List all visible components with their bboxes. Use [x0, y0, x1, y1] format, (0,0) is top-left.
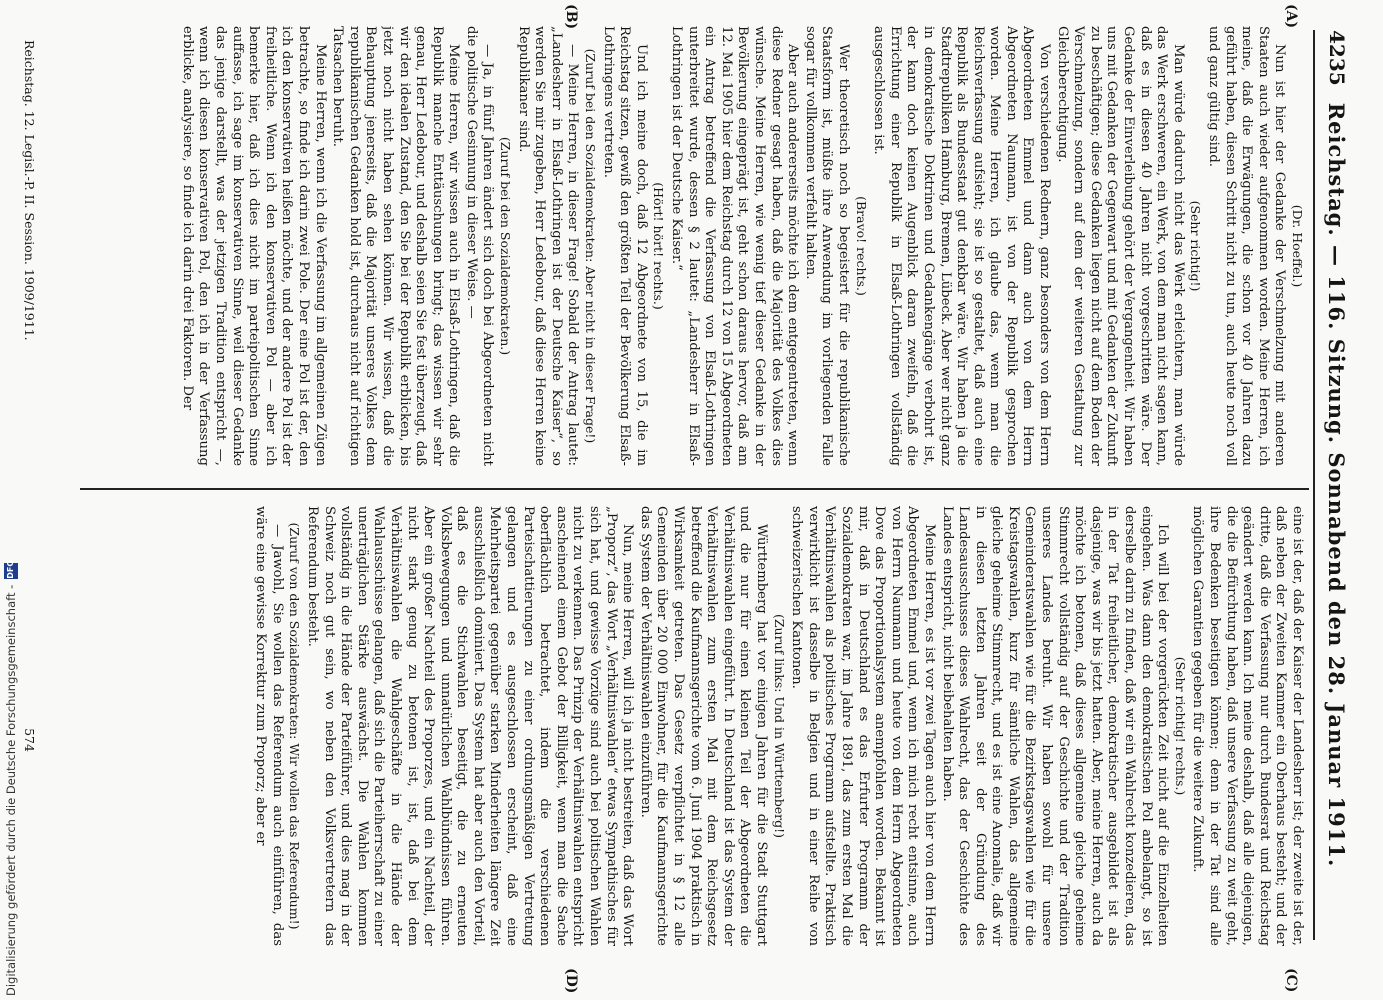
paragraph: Von verschiedenen Rednern, ganz besonders von dem Herrn Abgeordneten Emmel und dann auch von dem Herrn Abgeordneten Naumann, ist von der Republik gesprochen worden. Meine Herren, ich glaube das, wenn man die Reichsverfassung aufsieht; sie ist so gestaltet, daß auch eine Republik als Bundesstaat gut denkbar wäre. Wir haben ja die Stadtrepubliken Hamburg, Bremen, Lübeck. Aber wer nicht ganz in demokratische Doktrinen und Gedankengänge verbohrt ist, der kann doch keinen Augenblick daran zweifeln, daß die Errichtung einer Republik in Elsaß-Lothringen vollständig ausgeschlossen ist. — [871, 26, 1053, 466]
page-title: Reichstag. — 116. Sitzung. Sonnabend den 28. Januar 1911. — [1324, 102, 1349, 868]
paragraph: Meine Herren, wir wissen auch in Elsaß-Lothringen, daß die Republik manche Enttäuschungen bringt; das wissen wir sehr genau, Herr Ledebour, und deshalb seien Sie fest überzeugt, daß wir den idealen Zustand, den Sie bei der Republik erblicken, bis jetzt noch nicht haben sehen können. Wir wissen, daß die Behauptung jenerseits, daß die Majorität unseres Volkes dem republikanischen Gedanken hold ist, durchaus nicht auf richtigen Tatsachen beruht. — [330, 26, 462, 466]
right-text-column — [60, 506, 1305, 946]
interjection-line: (Sehr richtig! rechts.) — [1172, 656, 1188, 796]
interjection-line: (Zuruf links: Und in Württemberg!) — [771, 614, 787, 838]
paragraph: Württemberg hat vor einigen Jahren für die Stadt Stuttgart und die nur für einen kleinen Teil der Abgeordneten die Verhältniswahlen eingeführt. In Deutschland ist das System der Verhältniswahlen zum ersten Mal mit dem Reichsgesetz betreffend die Kaufmannsgerichte vom 6. Juni 1904 praktisch in Wirksamkeit getreten. Das Gesetz verpflichtet in § 12 alle Gemeinden über 20 000 Einwohner, für die Kaufmannsgerichte das System der Verhältniswahlen einzuführen. — [637, 506, 769, 946]
column-divider — [80, 488, 1309, 490]
interjection-line: (Zuruf bei den Sozialdemokraten.) — [498, 136, 514, 356]
paragraph: Und ich meine doch, daß 12 Abgeordnete von 15, die im Reichstag sitzen, gewiß den größten Teil der Bevölkerung Elsaß-Lothringens vertreten. — [600, 26, 649, 466]
paragraph: — Meine Herren, in dieser Frage! Sobald der Antrag lautet: „Landesherr in Elsaß-Lothringen ist der Deutsche Kaiser“, so werden Sie mir zugeben, Herr Ledebour, daß diese Herren keine Republikaner sind. — [515, 26, 581, 466]
interjection-line: (Zuruf von den Sozialdemokraten: Wir wollen das Referendum!) — [287, 522, 303, 930]
paragraph: Ich will bei der vorgerückten Zeit nicht auf die Einzelheiten eingehen. Was dann den demokratischen Pol anbelangt, so ist derselbe darin zu finden, daß wir ein Wahlrecht konzedieren, das in der Tat freiheitlicher, demokratischer ausgebildet ist als dasjenige, was wir bis jetzt hatten. Aber, meine Herren, auch da möchte ich betonen, daß dieses allgemeine gleiche geheime Stimmrecht vollständig auf der Geschichte und der Tradition unseres Landes beruht. Wir haben sowohl für unsere Gemeinderatswahlen wie für die Bezirkstagswahlen wie für die Kreistagswahlen, kurz für sämtliche Wahlen, das allgemeine gleiche geheime Stimmrecht, und es ist eine Anomalie, daß wir in diesen letzten Jahren seit der Gründung des Landesausschusses dieses Wahlrecht, das der Geschichte des Landes entspricht, nicht beibehalten haben. — [939, 506, 1171, 946]
paragraph: eine ist der, daß der Kaiser der Landesherr ist; der zweite ist der, daß neben der Zweiten Kammer ein Oberhaus besteht; und der dritte, daß die Verfassung nur durch Bundesrat und Reichstag geändert werden kann. Ich meine deshalb, daß alle diejenigen, die die Befürchtung haben, daß unsere Verfassung zu weit geht, ihre Bedenken beseitigen können; denn in der Tat sind alle möglichen Garantien gegeben für die weitere Zukunft. — [1190, 506, 1305, 946]
paragraph: Nun ist hier der Gedanke der Verschmelzung mit anderen Staaten auch wieder aufgenommen worden. Meine Herren, ich meine, daß die Erwägungen, die schon vor 40 Jahren dazu geführt haben, diesen Schritt nicht zu tun, auch heute noch voll und ganz gültig sind. — [1206, 26, 1288, 466]
interjection-line: (Bravo! rechts.) — [853, 196, 869, 296]
margin-letter-d: (D) — [563, 968, 579, 994]
page-header — [1313, 30, 1355, 940]
page-number: 4235 — [1325, 30, 1349, 86]
footer-page-code: 574 — [22, 728, 37, 752]
paragraph: — Ja, in fünf Jahren ändert sich doch bei Abgeordneten nicht die politische Gesinnung in dieser Weise. — — [463, 26, 496, 466]
paragraph: Meine Herren, wenn ich die Verfassung im allgemeinen Zügen betrachte, so finde ich darin zwei Pole. Der eine Pol ist der, den ich den konservativen heißen möchte, und der andere Pol ist der freiheitliche. Wenn ich den konservativen Pol — aber ich bemerke hier, daß ich dies nicht im parteipolitischen Sinne auffasse, ich sage im konservativen Sinne, weil dieser Gedanke das jenige darstellt, was der jetzigen Tradition entspricht —, wenn ich diesen konservativen Pol, den ich in der Verfassung erblicke, analysiere, so finde ich darin drei Faktoren. Der — [179, 26, 328, 466]
interjection-line: (Hört! hört! rechts.) — [651, 182, 667, 310]
interjection-line: (Sehr richtig!) — [1188, 200, 1204, 292]
paragraph: Meine Herren, es ist vor zwei Tagen auch hier von dem Herrn Abgeordneten Emmel und, wenn ich mich recht entsinne, auch von Herrn Naumann und heute von dem Herrn Abgeordneten Dove das Proportionalsystem anempfohlen worden. Bekannt ist mir, daß in Deutschland es das Erfurter Programm der Sozialdemokraten war, im Jahre 1891, das zum ersten Mal die Verhältniswahlen als politisches Programm aufstellte. Praktisch verwirklicht ist dasselbe in Belgien und in einer Reihe von schweizerischen Kantonen. — [789, 506, 937, 946]
margin-letter-a: (A) — [1283, 4, 1299, 29]
margin-letter-c: (C) — [1283, 968, 1299, 993]
interjection-line: (Dr. Hoeffel.) — [1290, 204, 1305, 288]
footer-session-info: Reichstag. 12. Legisl.-P. II. Session. 1909/1911. — [22, 40, 37, 341]
margin-letter-b: (B) — [563, 4, 579, 30]
digitization-credit — [0, 6, 22, 996]
credit-text: Digitalisierung gefördert durch die Deutsche Forschungsgemeinschaft - — [4, 584, 18, 996]
paragraph: Wer theoretisch noch so begeistert für die republikanische Staatsform ist, müßte ihre Anwendung im vorliegenden Falle sogar für vollkommen verfehlt halten. — [802, 26, 851, 466]
paragraph: Aber auch andererseits möchte ich dem entgegentreten, wenn diese Redner gesagt haben, daß die Majorität des Volkes dies wünsche. Meine Herren, wie wenig tief dieser Gedanke in der Bevölkerung eingeprägt ist, geht schon daraus hervor, daß am 12. Mai 1905 hier dem Reichstag durch 12 von 15 Abgeordneten ein Antrag betreffend die Verfassung von Elsaß-Lothringen unterbreitet wurde, dessen § 2 lautet: „Landesherr in Elsaß-Lothringen ist der Deutsche Kaiser.“ — [669, 26, 801, 466]
paragraph: Nun, meine Herren, will ich ja nicht bestreiten, daß das Wort „Proporz“, das Wort „Verhältniswahlen“ etwas Sympathisches für sich hat, und gewisse Vorzüge sind auch bei politischen Wahlen nicht zu verkennen. Das Prinzip der Verhältniswahlen entspricht anscheinend einem Gebot der Billigkeit, wenn man die Sache oberflächlich betrachtet, indem die verschiedenen Parteischattierungen zu einer ordnungsmäßigen Vertretung gelangen und es ausgeschlossen erscheint, daß eine Mehrheitspartei gegenüber starken Minderheiten längere Zeit ausschließlich dominiert. Das System hat aber auch den Vorteil, daß es die Stichwahlen beseitigt, die zu erneuten Volksbewegungen und unnatürlichen Wahlbündnissen führen. Aber ein großer Nachteil des Proporzes, und ein Nachteil, der nicht stark genug zu betonen ist, ist, daß bei dem Verhältniswahlen die Wahlgeschäfte in die Hände der Wahlausschüsse gelangen, daß sich die Parteiherrschaft zu einer unerträglichen Stärke auswächst. Die Wahlen kommen vollständig in die Hände der Parteiführer, und dies mag in der Schweiz noch gut sein, wo neben den Volksvertretern das Referendum besteht. — [304, 506, 636, 946]
paragraph: — Jawohl, Sie wollen das Referendum auch einführen, das wäre eine gewisse Korrektur zum Proporz; aber er — [253, 506, 285, 946]
interjection-line: (Zuruf bei den Sozialdemokraten: Aber nicht in dieser Frage!) — [583, 48, 599, 444]
dfg-logo-icon: DFG — [4, 563, 18, 579]
left-text-column — [60, 26, 1305, 466]
paragraph: Man würde dadurch nicht das Werk erleichtern, man würde das Werk erschweren, ein Werk, von dem man nicht sagen kann, daß es in diesen 40 Jahren nicht vorgeschritten wäre. Der Gedanke der Einverleibung gehört der Vergangenheit. Wir haben uns mit Gedanken der Gegenwart und mit Gedanken der Zukunft zu beschäftigen; diese Gedanken liegen nicht auf dem Boden der Verschmelzung, sondern auf dem der weiteren Gestaltung zur Gleichberechtigung. — [1054, 26, 1186, 466]
